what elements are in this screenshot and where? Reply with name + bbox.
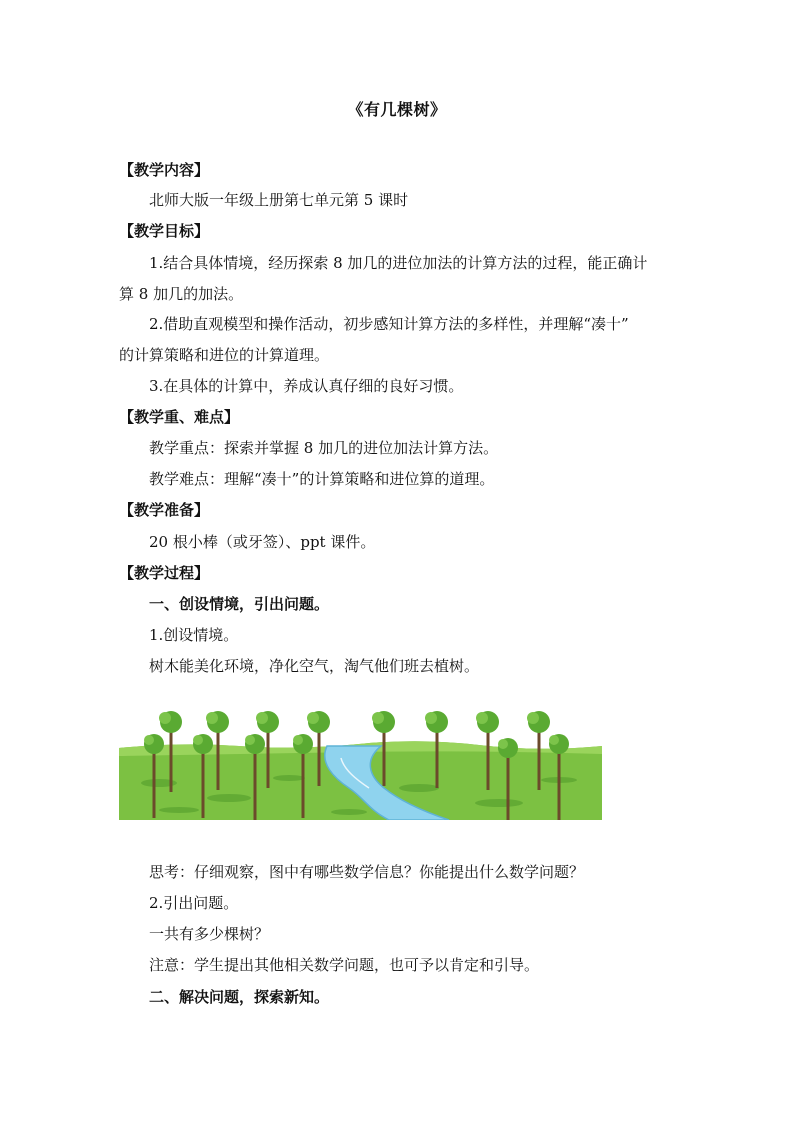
part-2-heading: 二、解决问题，探索新知。 (149, 988, 330, 1006)
step-1-title: 1.创设情境。 (149, 626, 239, 644)
goal-1-line-1: 1.结合具体情境，经历探索 8 加几的进位加法的计算方法的过程，能正确计 (149, 254, 648, 272)
step-1-text: 树木能美化环境，净化空气，淘气他们班去植树。 (149, 657, 480, 675)
part-1-heading: 一、创设情境，引出问题。 (149, 595, 330, 613)
document-title: 《有几棵树》 (347, 100, 447, 119)
think-question: 思考：仔细观察，图中有哪些数学信息？你能提出什么数学问题？ (149, 863, 585, 881)
difficult-point-text: 教学难点：理解“凑十”的计算策略和进位算的道理。 (149, 470, 495, 488)
goal-1-line-2: 算 8 加几的加法。 (119, 285, 244, 303)
key-point-text: 教学重点：探索并掌握 8 加几的进位加法计算方法。 (149, 439, 499, 457)
heading-key-points: 【教学重、难点】 (119, 408, 240, 426)
heading-teaching-goals: 【教学目标】 (119, 222, 210, 240)
goal-3: 3.在具体的计算中，养成认真仔细的良好习惯。 (149, 377, 464, 395)
preparation-text: 20 根小棒（或牙签）、ppt 课件。 (149, 533, 376, 551)
heading-teaching-process: 【教学过程】 (119, 564, 210, 582)
teaching-content-text: 北师大版一年级上册第七单元第 5 课时 (149, 191, 409, 209)
heading-preparation: 【教学准备】 (119, 501, 210, 519)
note-text: 注意：学生提出其他相关数学问题，也可予以肯定和引导。 (149, 956, 540, 974)
trees-by-river-illustration (119, 688, 602, 820)
goal-2-line-1: 2.借助直观模型和操作活动，初步感知计算方法的多样性，并理解“凑十” (149, 315, 629, 333)
question-text: 一共有多少棵树？ (149, 925, 270, 943)
heading-teaching-content: 【教学内容】 (119, 161, 210, 179)
goal-2-line-2: 的计算策略和进位的计算道理。 (119, 346, 330, 364)
step-2-title: 2.引出问题。 (149, 894, 239, 912)
